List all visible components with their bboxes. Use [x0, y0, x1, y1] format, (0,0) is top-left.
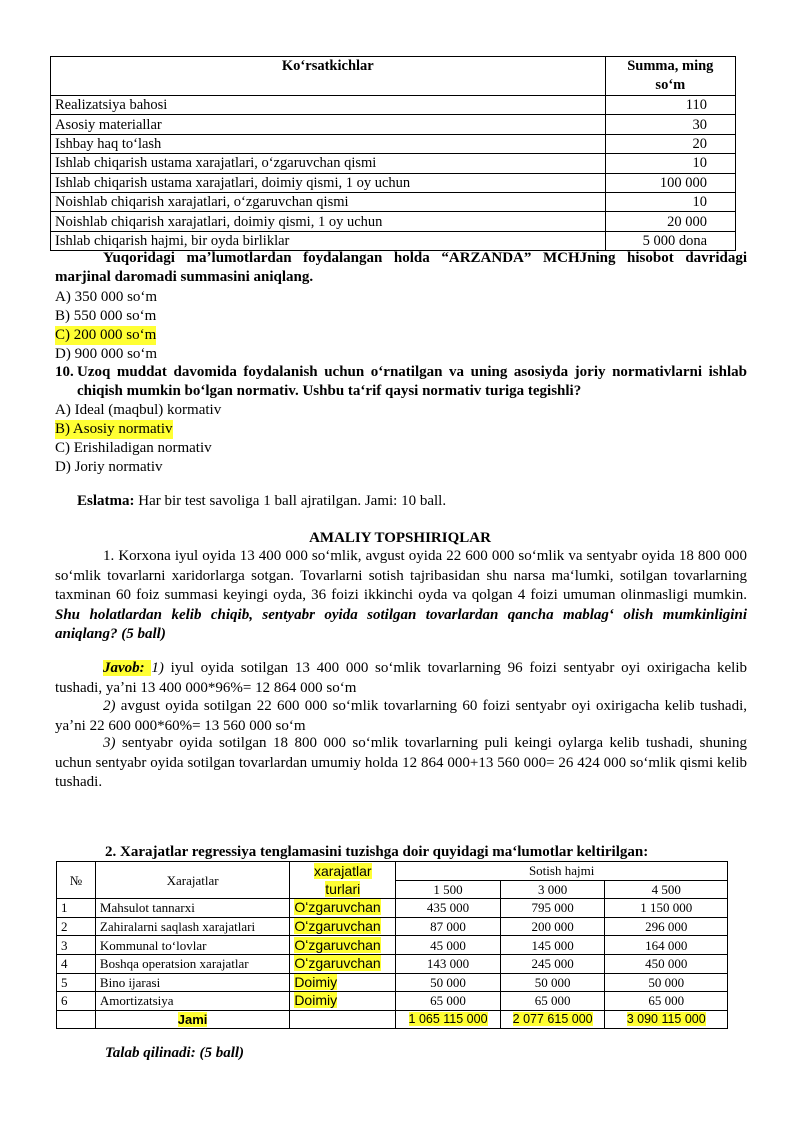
header-no: №: [57, 862, 96, 899]
row-value: 200 000: [500, 917, 605, 936]
note-label: Eslatma:: [77, 493, 135, 509]
table-row: [51, 134, 736, 153]
header-amount: [605, 57, 735, 96]
row-cost-type: [290, 936, 396, 955]
table-row: [51, 154, 736, 173]
table-row: [51, 231, 736, 250]
cost-type-value: Oʻzgaruvchan: [294, 955, 381, 972]
practical-title: AMALIY TOPSHIRIQLAR: [309, 530, 491, 546]
total-type-empty: [290, 1010, 396, 1029]
table-row: [57, 992, 728, 1011]
row-label: Ishlab chiqarish ustama xarajatlari, doimiy qismi, 1 oy uchun: [51, 173, 606, 192]
row-value: 435 000: [396, 899, 501, 918]
row-no: 4: [57, 954, 96, 973]
answer-1-num: 1): [151, 660, 164, 676]
row-cost-type: [290, 899, 396, 918]
row-value: 20 000: [605, 212, 735, 231]
answer-part-1: [55, 659, 747, 698]
cost-type-value: Oʻzgaruvchan: [294, 899, 381, 916]
q10-option-b-correct[interactable]: B) Asosiy normativ: [55, 421, 173, 437]
row-value: 50 000: [605, 973, 728, 992]
row-value: 10: [605, 154, 735, 173]
row-value: 450 000: [605, 954, 728, 973]
table-header-row: [57, 862, 728, 881]
row-cost-name: Mahsulot tannarxi: [95, 899, 289, 918]
total-cell: [605, 1010, 728, 1029]
row-no: 5: [57, 973, 96, 992]
total-cell: [396, 1010, 501, 1029]
answer-3-num: 3): [103, 735, 116, 751]
regression-table: [56, 861, 728, 1029]
q9-option-c-correct[interactable]: C) 200 000 soʻm: [55, 327, 157, 343]
question-9-text: Yuqoridagi maʼlumotlardan foydalangan holda “ARZANDA” MCHJning hisobot davridagi marjinal daromadi summasini aniqlang.: [55, 250, 747, 286]
task-1: [55, 547, 747, 645]
row-label: Ishbay haq toʻlash: [51, 134, 606, 153]
answer-2-num: 2): [103, 698, 116, 714]
question-10-number: 10.: [55, 364, 74, 380]
row-label: Ishlab chiqarish ustama xarajatlari, oʻzgaruvchan qismi: [51, 154, 606, 173]
row-no: 3: [57, 936, 96, 955]
row-cost-name: Boshqa operatsion xarajatlar: [95, 954, 289, 973]
table-row: [57, 899, 728, 918]
row-value: 296 000: [605, 917, 728, 936]
table-header-row: [51, 57, 736, 96]
table-row: [51, 96, 736, 115]
row-no: 1: [57, 899, 96, 918]
table-total-row: [57, 1010, 728, 1029]
task-1-question: Shu holatlardan kelib chiqib, sentyabr oyida sotilgan tovarlardan qancha mablagʻ olish mumkinligini aniqlang? (5 ball): [55, 606, 747, 642]
header-volume: 4 500: [605, 880, 728, 899]
row-cost-name: Zahiralarni saqlash xarajatlari: [95, 917, 289, 936]
row-value: 10: [605, 192, 735, 211]
row-value: 65 000: [605, 992, 728, 1011]
table-row: [57, 973, 728, 992]
header-cost-type: [290, 862, 396, 899]
total-label-cell: [95, 1010, 289, 1029]
table-row: [51, 212, 736, 231]
row-value: 100 000: [605, 173, 735, 192]
q9-option-d[interactable]: D) 900 000 soʻm: [55, 346, 158, 362]
row-cost-name: Kommunal toʻlovlar: [95, 936, 289, 955]
question-10-text: Uzoq muddat davomida foydalanish uchun oʻrnatilgan va uning asosiyda joriy normativlarni ishlab chiqish mumkin boʻlgan normativ. Ushbu taʻrif qaysi normativ turiga tegishli?: [77, 364, 747, 400]
row-value: 50 000: [396, 973, 501, 992]
q10-option-d[interactable]: D) Joriy normativ: [55, 459, 163, 475]
row-value: 795 000: [500, 899, 605, 918]
row-cost-type: [290, 917, 396, 936]
table-row: [51, 173, 736, 192]
header-type-line2: turlari: [325, 881, 361, 898]
table-row: [57, 954, 728, 973]
header-sales-volume: Sotish hajmi: [396, 862, 728, 881]
row-cost-name: Bino ijarasi: [95, 973, 289, 992]
row-no: 6: [57, 992, 96, 1011]
header-amount-line2: soʻm: [655, 77, 686, 93]
table-row: [57, 936, 728, 955]
row-cost-type: [290, 973, 396, 992]
row-cost-type: [290, 992, 396, 1011]
total-label: Jami: [177, 1012, 208, 1028]
row-label: Ishlab chiqarish hajmi, bir oyda birliklar: [51, 231, 606, 250]
q10-option-c[interactable]: C) Erishiladigan normativ: [55, 440, 212, 456]
row-value: 45 000: [396, 936, 501, 955]
row-value: 87 000: [396, 917, 501, 936]
cost-type-value: Doimiy: [294, 973, 338, 990]
table-row: [51, 115, 736, 134]
note-text: Har bir test savoliga 1 ball ajratilgan. Jami: 10 ball.: [134, 493, 447, 509]
row-cost-name: Amortizatsiya: [95, 992, 289, 1011]
q9-option-a[interactable]: A) 350 000 soʻm: [55, 289, 158, 305]
row-value: 30: [605, 115, 735, 134]
indicators-table: [50, 56, 736, 251]
row-value: 245 000: [500, 954, 605, 973]
row-value: 65 000: [500, 992, 605, 1011]
total-value: 1 065 115 000: [408, 1012, 488, 1027]
row-value: 65 000: [396, 992, 501, 1011]
row-value: 5 000 dona: [605, 231, 735, 250]
row-value: 50 000: [500, 973, 605, 992]
row-value: 20: [605, 134, 735, 153]
answer-1-text: iyul oyida sotilgan 13 400 000 soʻmlik tovarlarning 96 foizi sentyabr oyi oxirigacha kelib tushadi, yaʼni 13 400 000*96%= 12 864 000 soʻm: [55, 660, 747, 696]
cost-type-value: Oʻzgaruvchan: [294, 918, 381, 935]
cost-type-value: Doimiy: [294, 992, 338, 1009]
total-value: 2 077 615 000: [512, 1012, 593, 1027]
answer-part-3: [55, 734, 747, 793]
row-value: 1 150 000: [605, 899, 728, 918]
row-label: Realizatsiya bahosi: [51, 96, 606, 115]
header-volume: 3 000: [500, 880, 605, 899]
table-row: [51, 192, 736, 211]
total-no-empty: [57, 1010, 96, 1029]
answer-part-2: [55, 697, 747, 736]
header-cost: Xarajatlar: [95, 862, 289, 899]
row-value: 164 000: [605, 936, 728, 955]
table-row: [57, 917, 728, 936]
q10-option-a[interactable]: A) Ideal (maqbul) kormativ: [55, 402, 222, 418]
total-value: 3 090 115 000: [626, 1012, 706, 1027]
row-label: Noishlab chiqarish xarajatlari, oʻzgaruvchan qismi: [51, 192, 606, 211]
required-note: Talab qilinadi: (5 ball): [105, 1045, 245, 1061]
cost-type-value: Oʻzgaruvchan: [294, 936, 381, 953]
row-value: 110: [605, 96, 735, 115]
header-amount-line1: Summa, ming: [627, 58, 714, 74]
total-cell: [500, 1010, 605, 1029]
answer-2-text: avgust oyida sotilgan 22 600 000 soʻmlik tovarlarning 60 foizi sentyabr oyi oxirigacha kelib tushadi, yaʼni 22 600 000*60%= 13 560 000 soʻm: [55, 698, 747, 734]
answer-3-text: sentyabr oyida sotilgan 18 800 000 soʻmlik tovarlarning puli keingi oylarga kelib tushadi, shuning uchun sentyabr oyida sotilgan tovarlardan umumiy holda 12 864 000+13 560 000= 26 424 000 soʻmlik qismi kelib tushadi.: [55, 735, 747, 790]
task-2-title: 2. Xarajatlar regressiya tenglamasini tuzishga doir quyidagi maʻlumotlar keltirilgan:: [105, 844, 649, 860]
note: [77, 492, 446, 511]
row-value: 145 000: [500, 936, 605, 955]
row-cost-type: [290, 954, 396, 973]
row-value: 143 000: [396, 954, 501, 973]
row-label: Asosiy materiallar: [51, 115, 606, 134]
answer-label: Javob:: [103, 660, 152, 676]
q9-option-b[interactable]: B) 550 000 soʻm: [55, 308, 157, 324]
row-label: Noishlab chiqarish xarajatlari, doimiy qismi, 1 oy uchun: [51, 212, 606, 231]
header-type-line1: xarajatlar: [313, 863, 372, 880]
task-1-text: 1. Korxona iyul oyida 13 400 000 soʻmlik, avgust oyida 22 600 000 soʻmlik va sentyabr oyida 18 800 000 soʻmlik tovarlarni xaridorlarga sotgan. Tovarlarni sotish tajribasidan shu narsa maʻlumki, sotilgan tovarlarning taxminan 60 foiz summasi keyingi oyda, 36 foizi ikkinchi oyda va qolgan 4 foizi umuman olinmasligi mumkin.: [55, 548, 747, 603]
row-no: 2: [57, 917, 96, 936]
header-volume: 1 500: [396, 880, 501, 899]
header-indicators: Koʻrsatkichlar: [51, 57, 606, 96]
